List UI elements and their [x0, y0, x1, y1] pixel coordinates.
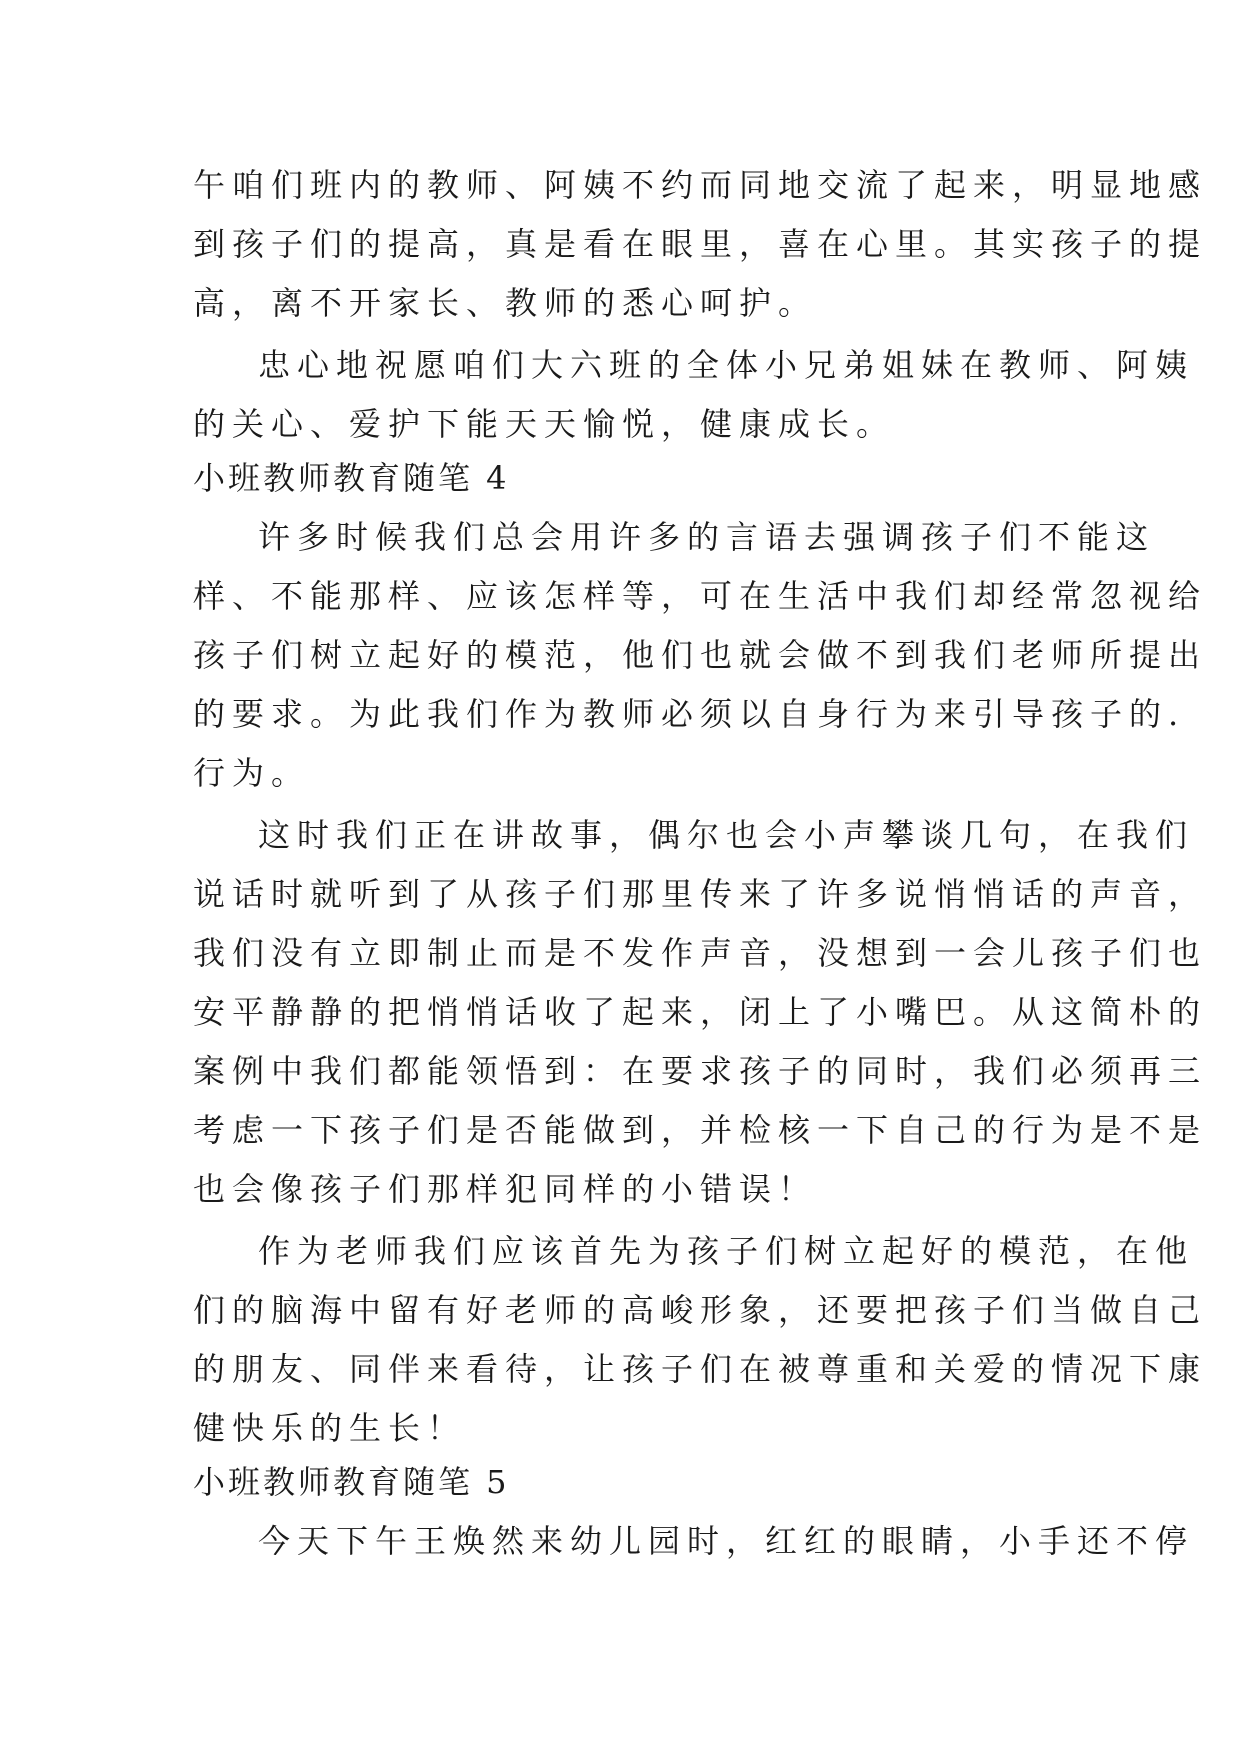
paragraph-line: 高，离不开家长、教师的悉心呵护。: [193, 284, 818, 322]
paragraph-line: 孩子们树立起好的模范，他们也就会做不到我们老师所提出: [193, 636, 1208, 674]
paragraph-line: 安平静静的把悄悄话收了起来，闭上了小嘴巴。从这简朴的: [193, 993, 1208, 1031]
paragraph-line: 今天下午王焕然来幼儿园时，红红的眼睛，小手还不停: [258, 1522, 1195, 1560]
paragraph-line: 这时我们正在讲故事，偶尔也会小声攀谈几句，在我们: [258, 816, 1195, 854]
section-heading: 小班教师教育随笔 5: [193, 1463, 510, 1501]
paragraph-line: 行为。: [193, 754, 311, 792]
paragraph-line: 的朋友、同伴来看待，让孩子们在被尊重和关爱的情况下康: [193, 1350, 1208, 1388]
paragraph-line: 也会像孩子们那样犯同样的小错误！: [193, 1170, 818, 1208]
paragraph-line: 的关心、爱护下能天天愉悦，健康成长。: [193, 405, 896, 443]
paragraph-line: 到孩子们的提高，真是看在眼里，喜在心里。其实孩子的提: [193, 225, 1208, 263]
section-heading: 小班教师教育随笔 4: [193, 459, 510, 497]
paragraph-line: 说话时就听到了从孩子们那里传来了许多说悄悄话的声音，: [193, 875, 1208, 913]
paragraph-line: 样、不能那样、应该怎样等，可在生活中我们却经常忽视给: [193, 577, 1208, 615]
paragraph-line: 的要求。为此我们作为教师必须以自身行为来引导孩子的.: [193, 695, 1186, 733]
paragraph-line: 午咱们班内的教师、阿姨不约而同地交流了起来，明显地感: [193, 166, 1208, 204]
paragraph-line: 考虑一下孩子们是否能做到，并检核一下自己的行为是不是: [193, 1111, 1208, 1149]
paragraph-line: 忠心地祝愿咱们大六班的全体小兄弟姐妹在教师、阿姨: [258, 346, 1195, 384]
paragraph-line: 作为老师我们应该首先为孩子们树立起好的模范，在他: [258, 1232, 1195, 1270]
paragraph-line: 我们没有立即制止而是不发作声音，没想到一会儿孩子们也: [193, 934, 1208, 972]
paragraph-line: 健快乐的生长！: [193, 1409, 467, 1447]
paragraph-line: 许多时候我们总会用许多的言语去强调孩子们不能这: [258, 518, 1156, 556]
paragraph-line: 案例中我们都能领悟到：在要求孩子的同时，我们必须再三: [193, 1052, 1208, 1090]
paragraph-line: 们的脑海中留有好老师的高峻形象，还要把孩子们当做自己: [193, 1291, 1208, 1329]
